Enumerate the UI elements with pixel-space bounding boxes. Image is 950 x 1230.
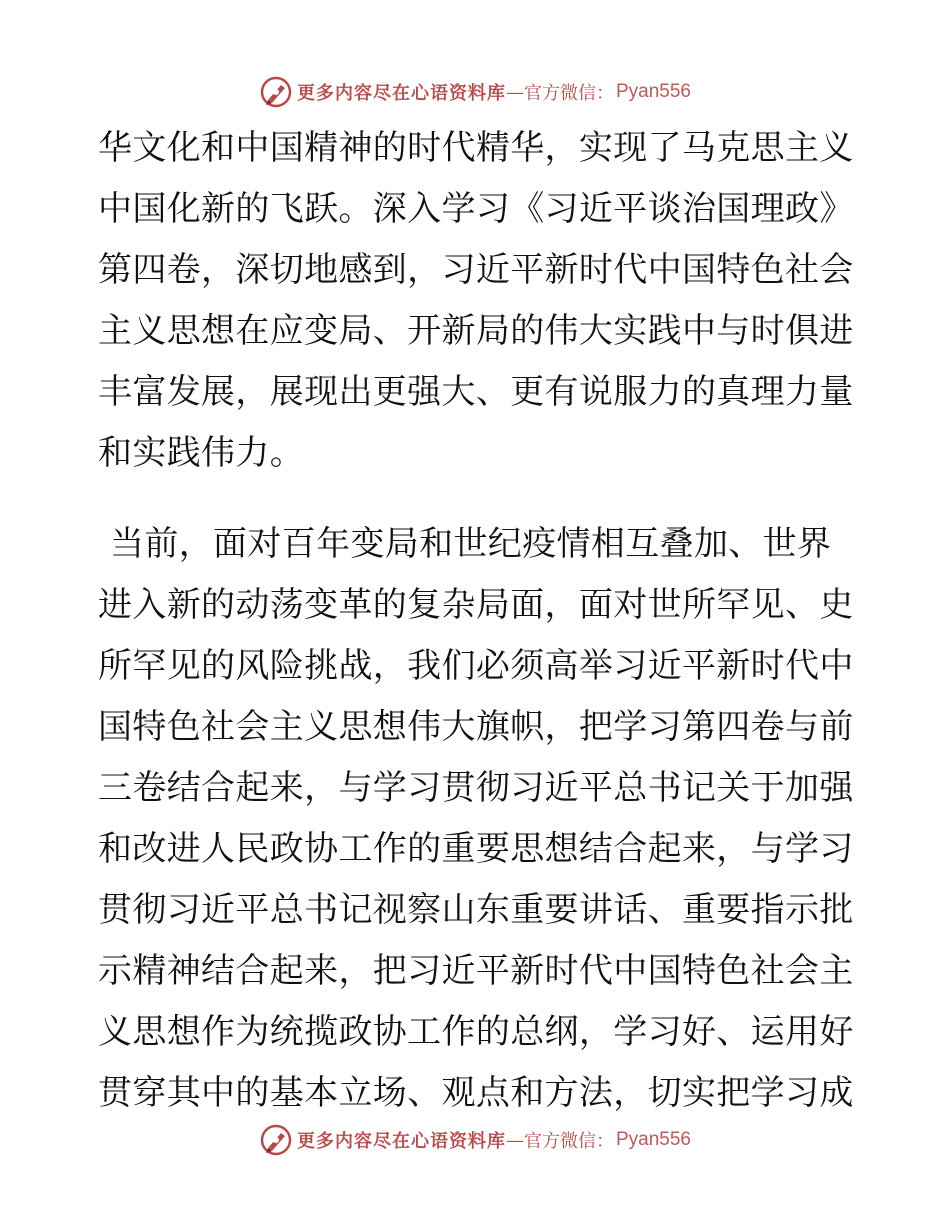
text-line: 三卷结合起来，与学习贯彻习近平总书记关于加强 bbox=[98, 768, 854, 808]
text-line: 贯穿其中的基本立场、观点和方法，切实把学习成 bbox=[98, 1073, 854, 1113]
banner-text: 更多内容尽在心语资料库 bbox=[296, 1131, 506, 1152]
text-line: 和改进人民政协工作的重要思想结合起来，与学习 bbox=[98, 829, 854, 869]
footer-banner bbox=[0, 1120, 950, 1160]
text-line: 进入新的动荡变革的复杂局面，面对世所罕见、史 bbox=[98, 585, 854, 625]
text-line: 中国化新的飞跃。深入学习《习近平谈治国理政》 bbox=[98, 189, 854, 229]
banner-official-label: 官方微信： bbox=[523, 83, 614, 104]
text-line: 丰富发展，展现出更强大、更有说服力的真理力量 bbox=[98, 372, 854, 412]
paragraph-1 bbox=[98, 118, 858, 484]
text-line: 华文化和中国精神的时代精华，实现了马克思主义 bbox=[98, 128, 854, 168]
banner-separator: — bbox=[505, 81, 524, 103]
text-line: 当前，面对百年变局和世纪疫情相互叠加、世界 bbox=[110, 524, 832, 564]
banner-wechat-id: Pyan556 bbox=[615, 1129, 691, 1150]
paragraph-gap bbox=[98, 484, 858, 514]
text-line: 国特色社会主义思想伟大旗帜，把学习第四卷与前 bbox=[98, 707, 854, 747]
document-body bbox=[98, 118, 858, 1124]
banner-separator: — bbox=[505, 1129, 524, 1151]
text-line: 第四卷，深切地感到，习近平新时代中国特色社会 bbox=[98, 250, 854, 290]
pen-logo-icon bbox=[259, 1123, 293, 1157]
header-banner bbox=[0, 72, 950, 112]
text-line: 义思想作为统揽政协工作的总纲，学习好、运用好 bbox=[98, 1012, 854, 1052]
banner-wechat-id: Pyan556 bbox=[615, 81, 691, 102]
text-line: 主义思想在应变局、开新局的伟大实践中与时俱进 bbox=[98, 311, 854, 351]
text-line: 贯彻习近平总书记视察山东重要讲话、重要指示批 bbox=[98, 890, 854, 930]
pen-logo-icon bbox=[259, 75, 293, 109]
text-line: 示精神结合起来，把习近平新时代中国特色社会主 bbox=[98, 951, 854, 991]
text-line: 和实践伟力。 bbox=[98, 433, 305, 473]
banner-official-label: 官方微信： bbox=[523, 1131, 614, 1152]
paragraph-2 bbox=[98, 514, 858, 1124]
banner-text: 更多内容尽在心语资料库 bbox=[296, 83, 506, 104]
text-line: 所罕见的风险挑战，我们必须高举习近平新时代中 bbox=[98, 646, 854, 686]
